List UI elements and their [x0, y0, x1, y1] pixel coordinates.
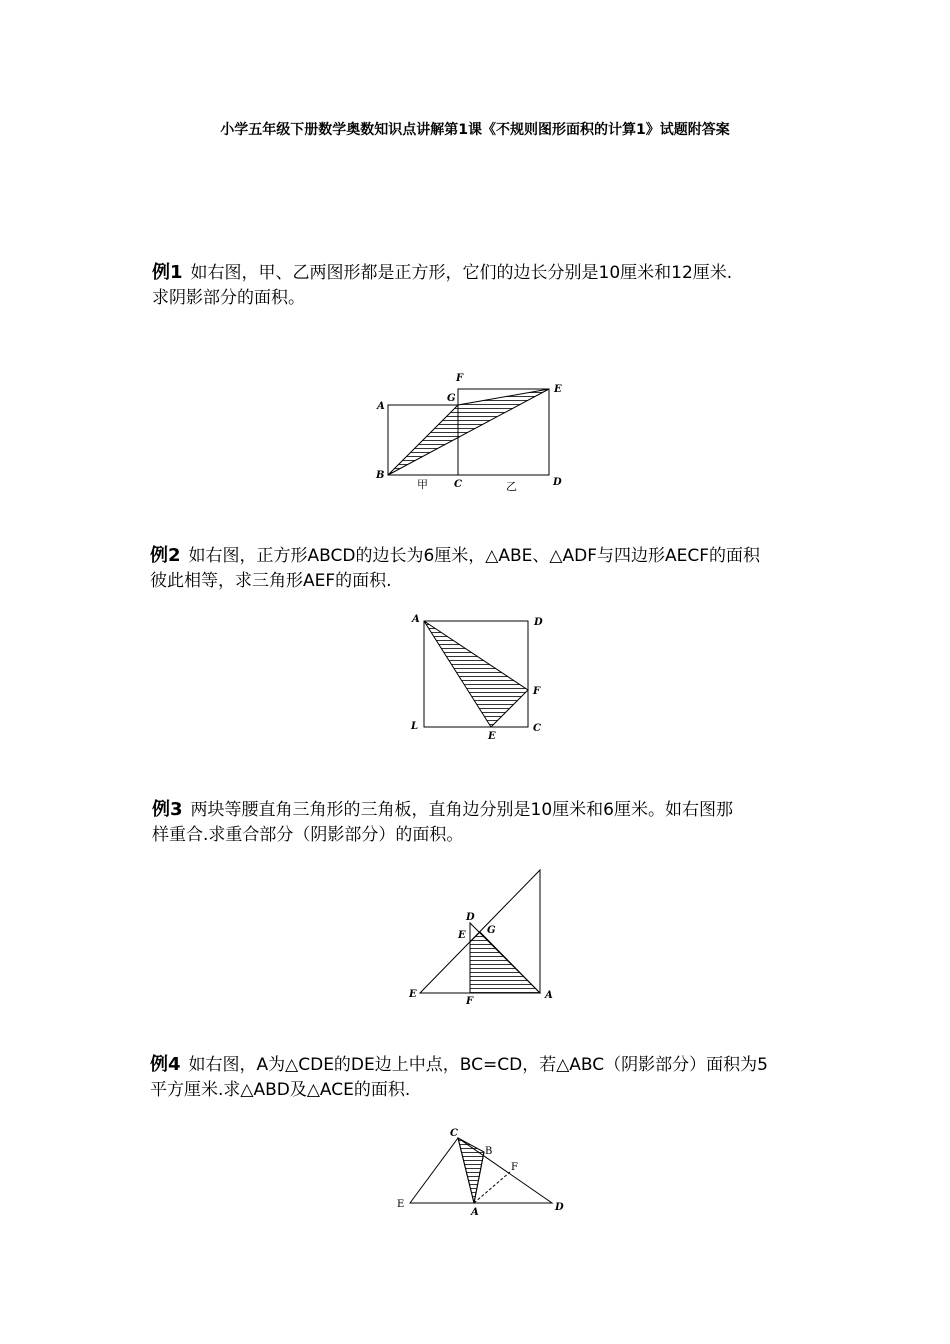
document-title: 小学五年级下册数学奥数知识点讲解第1课《不规则图形面积的计算1》试题附答案 — [220, 122, 730, 138]
problem-4-text-1: 如右图，A为△CDE的DE边上中点，BC=CD，若△ABC（阴影部分）面积为5 — [188, 1055, 768, 1075]
point-G: G — [447, 393, 456, 404]
problem-4-text-2: 平方厘米.求△ABD及△ACE的面积. — [150, 1080, 411, 1100]
point-G: G — [487, 925, 496, 936]
point-F: F — [533, 686, 541, 697]
problem-1-text-1: 如右图，甲、乙两图形都是正方形，它们的边长分别是10厘米和12厘米. — [190, 263, 733, 283]
problem-2-text-2: 彼此相等，求三角形AEF的面积. — [150, 571, 392, 591]
problem-4-label: 例4 — [150, 1054, 181, 1075]
point-B: L — [411, 721, 419, 732]
point-D: D — [553, 477, 562, 488]
problem-3-text-1: 两块等腰直角三角形的三角板，直角边分别是10厘米和6厘米。如右图那 — [190, 800, 733, 820]
point-B: B — [485, 1146, 493, 1157]
point-A: A — [377, 401, 385, 412]
point-D: D — [534, 617, 543, 628]
point-A: A — [412, 614, 420, 625]
point-E-top: E — [458, 930, 466, 941]
point-A: A — [545, 990, 553, 1001]
point-D: D — [555, 1202, 564, 1213]
point-C: C — [454, 479, 462, 490]
problem-2-text-1: 如右图，正方形ABCD的边长为6厘米，△ABE、△ADF与四边形AECF的面积 — [188, 546, 760, 566]
problem-1-text-2: 求阴影部分的面积。 — [152, 288, 305, 308]
region-yi-label: 乙 — [506, 480, 517, 493]
problem-1-label: 例1 — [152, 262, 183, 283]
problem-2-label: 例2 — [150, 545, 181, 566]
point-F: F — [456, 373, 464, 384]
point-E-bottom: E — [409, 989, 417, 1000]
region-jia-label: 甲 — [417, 478, 428, 491]
point-C: C — [450, 1128, 458, 1139]
point-E: E — [554, 384, 562, 395]
point-F: F — [511, 1162, 518, 1173]
problem-3-text-2: 样重合.求重合部分（阴影部分）的面积。 — [152, 825, 464, 845]
problem-3-label: 例3 — [152, 799, 183, 820]
point-C: C — [533, 723, 541, 734]
point-B: B — [376, 470, 385, 481]
point-D: D — [466, 912, 475, 923]
point-F: F — [466, 996, 474, 1007]
point-E: E — [397, 1199, 405, 1210]
point-E: E — [488, 731, 496, 742]
shaded-triangle-abc — [458, 1138, 484, 1203]
triangle-cde — [410, 1138, 552, 1203]
point-A: A — [471, 1207, 479, 1218]
